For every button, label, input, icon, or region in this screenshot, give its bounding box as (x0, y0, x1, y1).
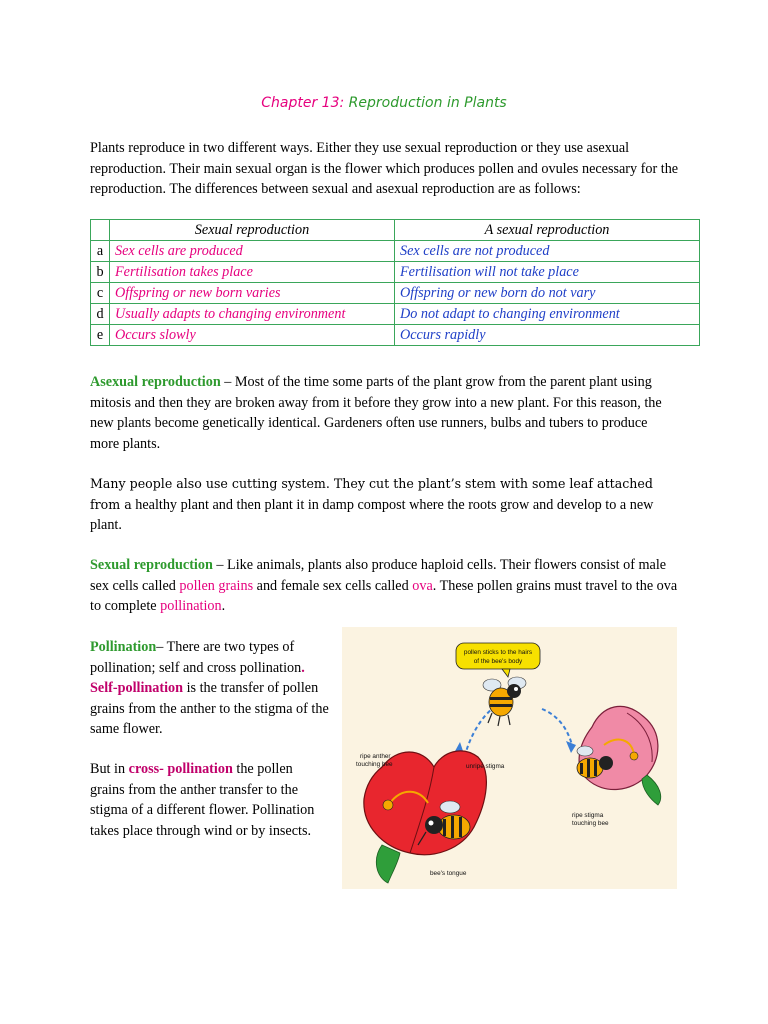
table-header-row (91, 220, 700, 241)
label-unripe-stigma: unripe stigma (466, 763, 505, 770)
label-ripe-stigma-2: touching bee (572, 820, 609, 827)
bubble-line-2: of the bee's body (473, 658, 523, 665)
asexual-paragraph (90, 372, 680, 454)
asexual-cell: Do not adapt to changing environment (395, 304, 700, 325)
cutting-rest: healthy plant and then plant it in damp compost where the roots grow and develop to a new plant. (90, 496, 654, 534)
asexual-term: Asexual reproduction (90, 374, 221, 390)
pollination-illustration (342, 627, 677, 889)
sexual-cell: Occurs slowly (110, 325, 395, 346)
sexual-cell: Offspring or new born varies (110, 283, 395, 304)
table-row (91, 241, 700, 262)
row-letter: c (91, 283, 110, 304)
sexual-text-1: – Like animals, plants also produce haploid cells. Their flowers consist of male sex cells called (90, 557, 667, 594)
red-flower (364, 751, 487, 883)
arrow-down-head (566, 741, 576, 753)
sexual-paragraph (90, 555, 680, 617)
label-ripe-stigma-1: ripe stigma (572, 812, 604, 819)
pollination-paragraph (90, 637, 330, 740)
table-row (91, 304, 700, 325)
pollination-term-inline: pollination (160, 598, 222, 615)
bubble-line-1: pollen sticks to the hairs (463, 649, 533, 656)
pink-flower (577, 706, 661, 805)
row-letter: b (91, 262, 110, 283)
label-ripe-anther-2: touching bee (356, 761, 393, 768)
self-pollination-term: Self-pollination (90, 680, 184, 697)
label-bees-tongue: bee's tongue (430, 870, 467, 877)
table-header-sexual: Sexual reproduction (110, 220, 395, 241)
sexual-cell: Fertilisation takes place (110, 262, 395, 283)
asexual-text: – Most of the time some parts of the plant grow from the parent plant using mitosis and then they are broken away from it before they grow into a new plant. For this reason, the new plants become genetically identical. Gardeners often use runners, bulbs and tubers to produce more plants. (90, 374, 662, 452)
arrow-down (542, 709, 572, 745)
label-ripe-anther-1: ripe anther (360, 753, 391, 760)
pollination-diagram (342, 627, 677, 889)
comparison-table (90, 219, 700, 346)
cross-lead: But in (90, 761, 129, 777)
sexual-cell: Usually adapts to changing environment (110, 304, 395, 325)
asexual-cell: Occurs rapidly (395, 325, 700, 346)
pollination-term: Pollination (90, 639, 157, 655)
row-letter: d (91, 304, 110, 325)
table-row (91, 262, 700, 283)
ova-term: ova (412, 577, 433, 594)
page-title (0, 95, 768, 111)
sexual-text-3: . These pollen grains must travel to the ova to complete (90, 577, 678, 615)
pollen-grains-term: pollen grains (179, 577, 254, 594)
chapter-number: Chapter 13 (261, 95, 340, 111)
asexual-cell: Sex cells are not produced (395, 241, 700, 262)
bubble (456, 643, 540, 669)
pollination-text-2: is the transfer of pollen grains from the anther to the stigma of the same flower. (90, 680, 329, 738)
row-letter: e (91, 325, 110, 346)
table-row (91, 325, 700, 346)
sexual-term: Sexual reproduction (90, 557, 213, 573)
sexual-text-2: and female sex cells called (253, 577, 413, 594)
pollination-text-1: – There are two types of pollination; self and cross pollination (90, 639, 302, 676)
intro-paragraph: Plants reproduce in two different ways. Either they use sexual reproduction or they use asexual reproduction. Their main sexual organ is the flower which produces pollen and ovules necessary for the reproduction. The differences between sexual and asexual reproduction are as follows: (90, 140, 679, 198)
cross-pollination-paragraph (90, 759, 330, 841)
table-row (91, 283, 700, 304)
asexual-cell: Offspring or new born do not vary (395, 283, 700, 304)
chapter-topic: Reproduction in Plants (348, 95, 507, 111)
sexual-cell: Sex cells are produced (110, 241, 395, 262)
cross-text: the pollen grains from the anther transfer to the stigma of a different flower. Pollination takes place through wind or by insects. (90, 761, 315, 839)
title-separator: : (339, 95, 345, 111)
cutting-paragraph (90, 474, 680, 536)
row-letter: a (91, 241, 110, 262)
sexual-text-4: . (221, 598, 226, 615)
bubble-tail (502, 669, 510, 677)
cross-pollination-term: cross- pollination (128, 761, 233, 777)
table-header-letter (91, 220, 110, 241)
cutting-lead: Many people also use cutting system. They cut the plant’s stem with some leaf attached from a (90, 476, 653, 512)
flying-bee (483, 677, 526, 726)
table-header-asexual: A sexual reproduction (395, 220, 700, 241)
asexual-cell: Fertilisation will not take place (395, 262, 700, 283)
pollination-dot: . (301, 659, 305, 676)
